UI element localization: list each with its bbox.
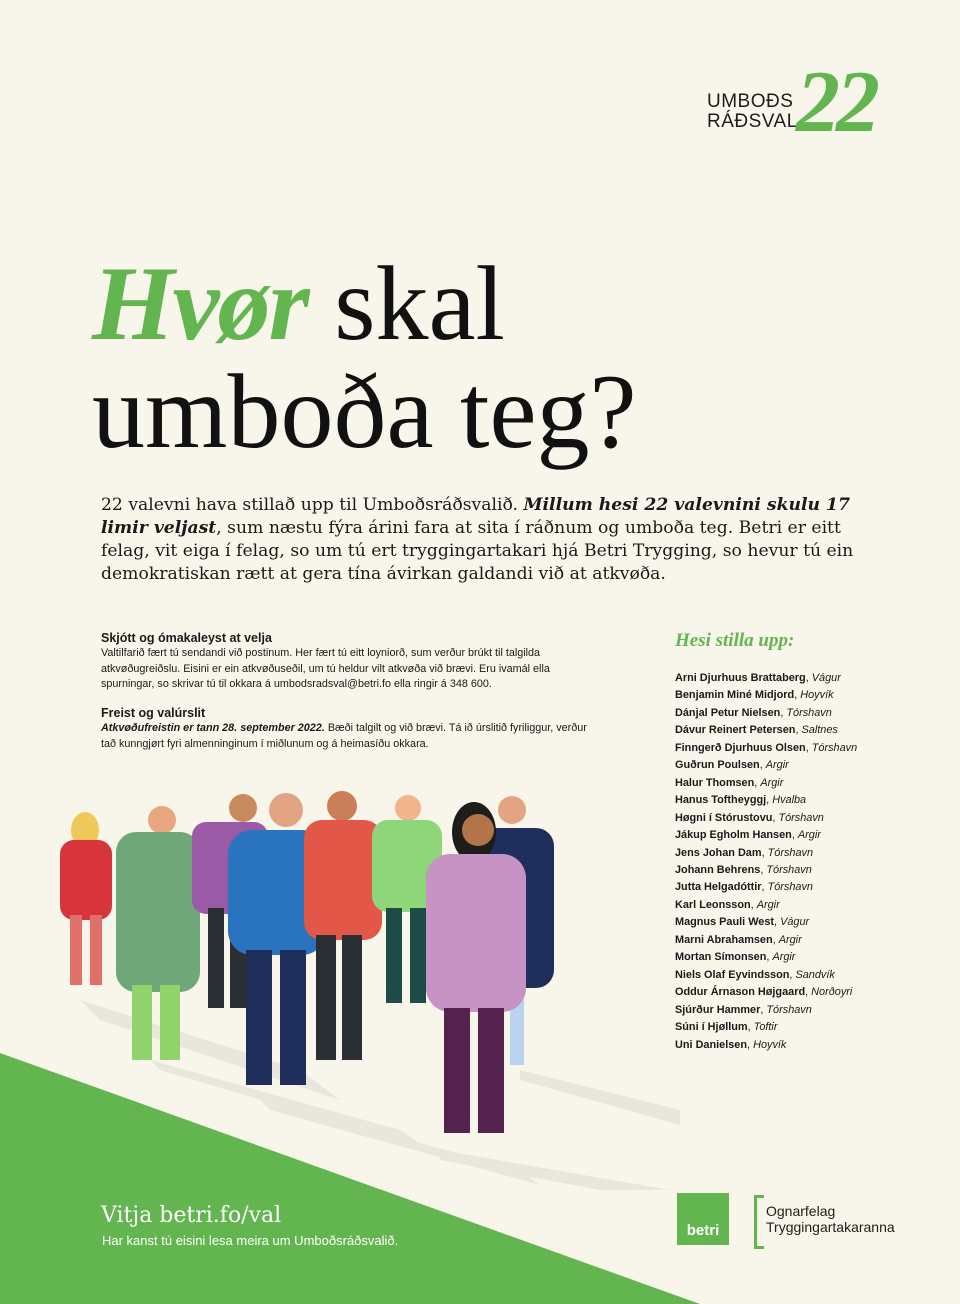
voting-info-section — [101, 630, 596, 693]
candidate-place: Saltnes — [801, 724, 838, 737]
person-red-hoodie — [304, 791, 382, 1060]
candidate-item: Finngerð Djurhuus Olsen, Tórshavn — [675, 741, 858, 754]
candidate-item: Jákup Egholm Hansen, Argir — [675, 829, 821, 842]
candidate-name: Guðrun Poulsen — [675, 759, 760, 772]
candidate-name: Jutta Helgadóttir — [675, 881, 762, 894]
union-logo — [754, 1195, 904, 1245]
candidate-name: Marni Abrahamsen — [675, 933, 773, 946]
candidate-name: Súni í Hjøllum — [675, 1021, 748, 1034]
candidate-place: Tórshavn — [811, 741, 858, 754]
betri-logo: betri — [677, 1193, 729, 1245]
candidate-name: Dávur Reinert Petersen — [675, 724, 796, 737]
cta-subtext: Har kanst tú eisini lesa meira um Umboðsráðsvalið. — [102, 1233, 399, 1248]
candidate-place: Vágur — [811, 672, 841, 684]
candidate-place: Hoyvík — [800, 689, 834, 702]
candidate-place: Argir — [760, 776, 784, 789]
candidate-item: Niels Olaf Eyvindsson, Sandvík — [675, 968, 835, 981]
candidate-item: Marni Abrahamsen, Argir — [675, 933, 802, 946]
intro-emphasis: Millum hesi 22 valevnini skulu 17 limir veljast — [101, 495, 850, 538]
intro-paragraph — [101, 494, 881, 586]
candidate-place: Argir — [765, 759, 789, 772]
candidate-place: Tórshavn — [766, 1003, 812, 1016]
candidate-name: Karl Leonsson — [675, 898, 751, 911]
deadline-text: Bæði talgilt og við brævi. Tá ið úrslitið fyriliggur, verður tað kunngjørt fyri almenninginum í miðlunum og á heimasíðu okkara. — [101, 722, 587, 750]
candidate-item: Oddur Árnason Højgaard, Norðoyri — [675, 986, 853, 999]
candidate-item: Høgni í Stórustovu, Tórshavn — [675, 811, 824, 824]
deadline-date: Atkvøðufreistin er tann 28. september 2022. — [101, 722, 325, 734]
candidate-item: Arni Djurhuus Brattaberg, Vágur — [675, 672, 841, 684]
candidate-place: Vágur — [780, 916, 810, 929]
candidate-name: Dánjal Petur Nielsen — [675, 706, 781, 719]
union-logo-bracket — [754, 1195, 764, 1249]
candidate-item: Guðrun Poulsen, Argir — [675, 759, 789, 772]
candidate-name: Magnus Pauli West — [675, 916, 775, 929]
candidate-item: Jens Johan Dam, Tórshavn — [675, 846, 814, 859]
logo-line-1: UMBOÐS — [707, 91, 794, 112]
candidate-item: Uni Danielsen, Hoyvík — [675, 1038, 787, 1051]
candidate-name: Mortan Símonsen — [675, 951, 767, 964]
voting-info-heading: Skjótt og ómakaleyst at velja — [101, 631, 272, 645]
candidate-place: Norðoyri — [811, 986, 853, 999]
candidate-item: Magnus Pauli West, Vágur — [675, 916, 810, 929]
candidate-name: Arni Djurhuus Brattaberg — [675, 672, 806, 684]
candidate-item: Karl Leonsson, Argir — [675, 898, 780, 911]
headline-rest: skal — [307, 245, 505, 362]
candidate-item: Mortan Símonsen, Argir — [675, 951, 796, 964]
candidate-place: Tórshavn — [786, 706, 832, 719]
candidate-item: Dávur Reinert Petersen, Saltnes — [675, 724, 838, 737]
headline-line-2: umboða teg? — [92, 353, 637, 470]
voting-info-body: Valtilfarið fært tú sendandi við postinum. Her fært tú eitt loyniorð, sum verður brúkt til talgilda atkvøðugreiðslu. Eisini er ein atkvøðuseðil, um tú heldur vilt atkvøða við brævi. Eru ivamál ella spurningar, so skrivar tú til okkara á umbodsradsval@betri.fo ella ringir á 348 600. — [101, 647, 550, 690]
cta-link[interactable]: Vitja betri.fo/val — [101, 1203, 282, 1228]
candidate-place: Tórshavn — [766, 863, 812, 876]
headline-accent: Hvør — [92, 245, 308, 362]
candidate-name: Finngerð Djurhuus Olsen — [675, 741, 806, 754]
candidate-item: Hanus Toftheyggj, Hvalba — [675, 794, 807, 807]
candidate-item: Sjúrður Hammer, Tórshavn — [675, 1003, 812, 1016]
deadline-section — [101, 705, 596, 752]
candidate-item: Jutta Helgadóttir, Tórshavn — [675, 881, 813, 894]
candidate-place: Argir — [772, 951, 796, 964]
candidate-name: Halur Thomsen — [675, 776, 755, 789]
union-logo-line-1: Ognarfelag — [766, 1203, 836, 1219]
candidate-place: Hoyvík — [753, 1038, 787, 1051]
candidate-item: Johann Behrens, Tórshavn — [675, 863, 812, 876]
candidate-place: Argir — [797, 829, 821, 842]
candidate-name: Johann Behrens — [675, 863, 761, 876]
candidates-title: Hesi stilla upp: — [675, 630, 795, 651]
candidate-name: Uni Danielsen — [675, 1038, 748, 1051]
candidate-name: Sjúrður Hammer — [675, 1003, 761, 1016]
candidate-place: Argir — [778, 933, 802, 946]
candidate-name: Høgni í Stórustovu — [675, 811, 773, 824]
umbodsradsval-logo-text — [707, 92, 798, 132]
candidate-name: Jákup Egholm Hansen — [675, 829, 792, 842]
people-illustration — [40, 770, 680, 1190]
logo-line-2: RÁÐSVAL — [707, 111, 798, 132]
candidate-name: Oddur Árnason Højgaard — [675, 986, 806, 999]
candidate-name: Hanus Toftheyggj — [675, 794, 767, 807]
intro-text-2: , sum næstu fýra árini fara at sita í ráðnum og umboða teg. Betri er eitt felag, vit eiga í felag, so um tú ert tryggingartakari hjá Betri Trygging, so hevur tú ein demokratiskan rætt at gera tína ávirkan galdandi við at atkvøða. — [101, 518, 854, 584]
logo-number: 22 — [796, 54, 876, 151]
candidate-place: Hvalba — [772, 794, 807, 807]
candidate-place: Argir — [756, 898, 780, 911]
candidate-item: Dánjal Petur Nielsen, Tórshavn — [675, 706, 832, 719]
candidate-name: Benjamin Miné Midjord — [675, 689, 795, 702]
candidate-name: Niels Olaf Eyvindsson — [675, 968, 790, 981]
candidate-place: Tórshavn — [767, 881, 813, 894]
union-logo-line-2: Tryggingartakaranna — [766, 1219, 895, 1235]
candidate-place: Tórshavn — [767, 846, 814, 859]
deadline-body — [101, 721, 596, 752]
intro-text-1: 22 valevni hava stillað upp til Umboðsráðsvalið. — [101, 495, 524, 515]
candidate-place: Toftir — [753, 1021, 778, 1034]
person-red — [60, 812, 112, 985]
page-headline — [92, 245, 637, 470]
candidate-item: Benjamin Miné Midjord, Hoyvík — [675, 689, 834, 702]
candidate-place: Tórshavn — [778, 811, 824, 824]
candidate-item: Súni í Hjøllum, Toftir — [675, 1021, 778, 1034]
candidate-item: Halur Thomsen, Argir — [675, 776, 784, 789]
candidate-name: Jens Johan Dam — [675, 846, 762, 859]
candidate-list — [675, 670, 857, 1054]
candidate-place: Sandvík — [795, 968, 835, 981]
deadline-heading: Freist og valúrslit — [101, 706, 206, 720]
